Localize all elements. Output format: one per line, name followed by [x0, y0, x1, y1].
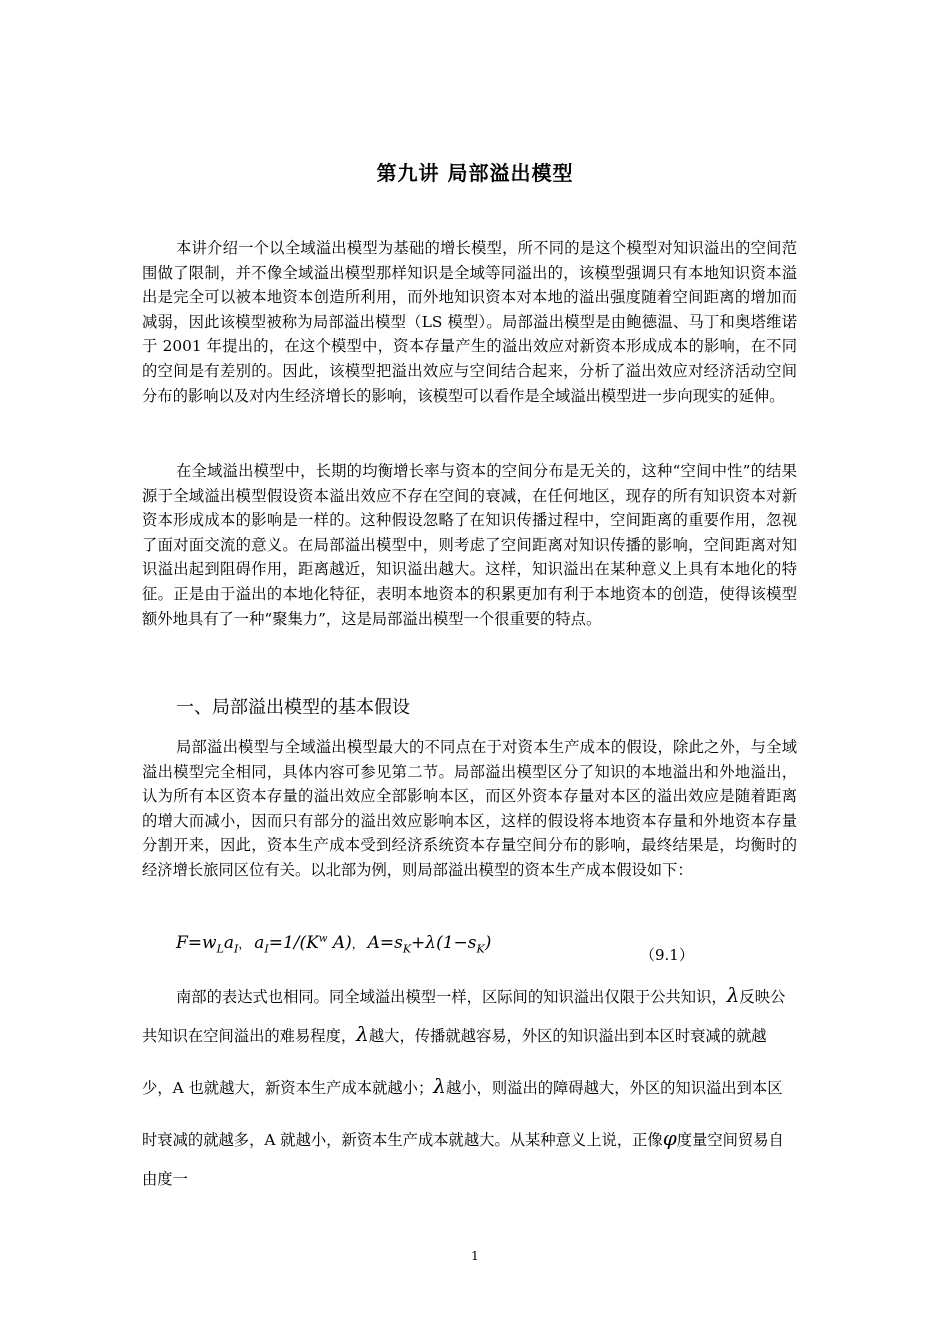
- intro-paragraph: 本讲介绍一个以全域溢出模型为基础的增长模型，所不同的是这个模型对知识溢出的空间范围做了限制，并不像全域溢出模型那样知识是全域等同溢出的，该模型强调只有本地知识资本溢出是完全可以被本地资本创造所利用，而外地知识资本对本地的溢出强度随着空间距离的增加而减弱，因此该模型被称为局部溢出模型（LS 模型）。局部溢出模型是由鲍德温、马丁和奥塔维诺于 2001 年提出的，在这个模型中，资本存量产生的溢出效应对新资本形成成本的影响，在不同的空间是有差别的。因此，该模型把溢出效应与空间结合起来，分析了溢出效应对经济活动空间分布的影响以及对内生经济增长的影响，该模型可以看作是全域溢出模型进一步向现实的延伸。: [142, 239, 797, 405]
- cost-formula: [176, 933, 491, 955]
- section-heading: 一、局部溢出模型的基本假设: [176, 697, 410, 718]
- lambda-symbol: λ: [726, 983, 740, 1007]
- lambda-symbol: λ: [356, 1022, 369, 1046]
- final-paragraph: [142, 982, 797, 1192]
- lambda-symbol: λ: [433, 1074, 446, 1098]
- formula-sub-k1: K: [402, 942, 412, 956]
- formula-eq3-mid: +λ(1−s: [411, 933, 477, 953]
- final-text-c: 越小，则溢出的障碍越大，外区的知识溢出到本区时衰减的就越多，A 就越小，新资本生产成本就越大。从某种意义上说，正像: [142, 1079, 783, 1149]
- final-text-d: 度量空间贸易自由度一: [142, 1131, 784, 1188]
- formula-sep: ，: [238, 937, 255, 951]
- comparison-paragraph: 在全域溢出模型中，长期的均衡增长率与资本的空间分布是无关的，这种“空间中性”的结果源于全域溢出模型假设资本溢出效应不存在空间的衰减，在任何地区，现存的所有知识资本对新资本形成成本的影响是一样的。这种假设忽略了在知识传播过程中，空间距离的重要作用，忽视了面对面交流的意义。在局部溢出模型中，则考虑了空间距离对知识传播的影响，空间距离对知识溢出起到阻碍作用，距离越近，知识溢出越大。这样，知识溢出在某种意义上具有本地化的特征。正是由于溢出的本地化特征，表明本地资本的积累更加有利于本地资本的创造，使得该模型额外地具有了一种“聚集力”，这是局部溢出模型一个很重要的特点。: [142, 462, 797, 628]
- formula-sub-l: L: [216, 942, 224, 956]
- formula-a: a: [223, 933, 235, 953]
- formula-sub-k2: K: [476, 942, 485, 956]
- assumption-paragraph: 局部溢出模型与全域溢出模型最大的不同点在于对资本生产成本的假设，除此之外，与全域溢出模型完全相同，具体内容可参见第二节。局部溢出模型区分了知识的本地溢出和外地溢出，认为所有本区资本存量的溢出效应全部影响本区，而区外资本存量对本区的溢出效应是随着距离的增大而减小，因而只有部分的溢出效应影响本区，这样的假设将本地资本存量和外地资本存量分割开来，因此，资本生产成本受到经济系统资本存量空间分布的影响，最终结果是，均衡时的经济增长旅同区位有关。以北部为例，则局部溢出模型的资本生产成本假设如下：: [142, 738, 797, 879]
- final-line1: 南部的表达式也相同。同全域溢出模型一样，区际间的知识溢出仅限于公共知识，: [176, 988, 727, 1006]
- page-number: 1: [471, 1249, 479, 1263]
- formula-eq2: =1/(K: [268, 933, 319, 953]
- formula-sep2: ，: [351, 937, 368, 951]
- formula-sub-i: I: [234, 942, 239, 956]
- formula-sub-i2: I: [264, 942, 269, 956]
- phi-symbol: φ: [662, 1126, 677, 1150]
- formula-eq3: A=s: [367, 933, 403, 953]
- formula-f: F=w: [176, 933, 217, 953]
- equation-number: （9.1）: [640, 946, 694, 964]
- formula-eq3-end: ): [484, 933, 492, 953]
- formula-sup-w: w: [318, 933, 328, 945]
- final-text-b: 越大，传播就越容易，外区的知识溢出到本区时衰减的就越少，A 也就越大，新资本生产成本就越小；: [142, 1027, 767, 1097]
- final-text-a: 反映公共知识在空间溢出的难易程度，: [142, 988, 786, 1045]
- page-title: 第九讲 局部溢出模型: [376, 161, 574, 185]
- formula-a2: a: [254, 933, 265, 953]
- formula-eq2-end: A): [327, 933, 352, 953]
